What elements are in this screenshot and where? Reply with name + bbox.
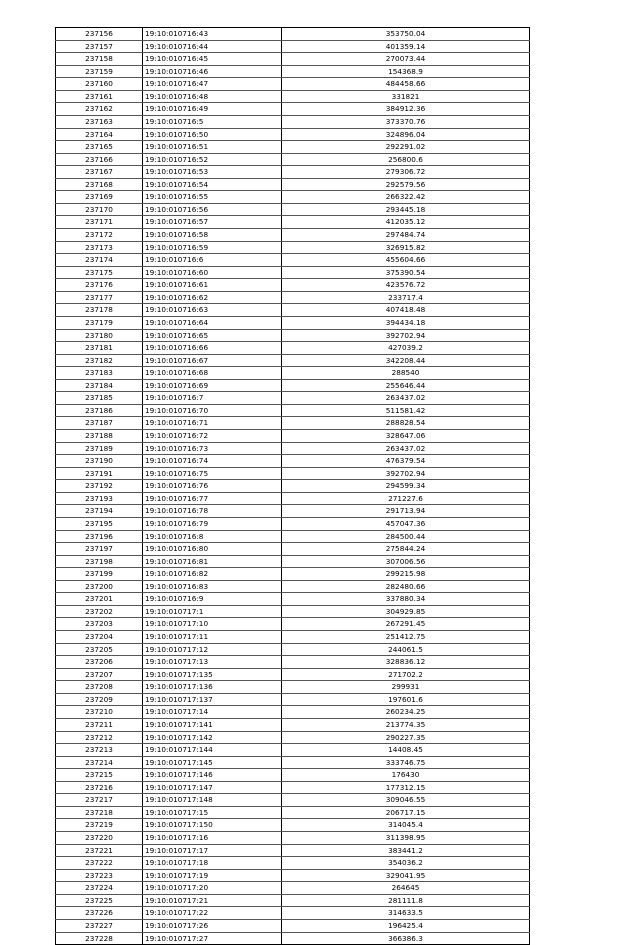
cadastral-number-cell: 19:10:010716:46 — [143, 65, 282, 78]
row-id-cell: 237224 — [56, 882, 143, 895]
cadastral-number-cell: 19:10:010717:18 — [143, 857, 282, 870]
cadastral-number-cell: 19:10:010716:59 — [143, 241, 282, 254]
row-id-cell: 237202 — [56, 605, 143, 618]
value-cell: 314045.4 — [282, 819, 530, 832]
value-cell: 366386.3 — [282, 932, 530, 945]
value-cell: 292291.02 — [282, 141, 530, 154]
row-id-cell: 237200 — [56, 580, 143, 593]
value-cell: 288540 — [282, 367, 530, 380]
cadastral-number-cell: 19:10:010717:1 — [143, 605, 282, 618]
value-cell: 331821 — [282, 90, 530, 103]
row-id-cell: 237167 — [56, 166, 143, 179]
value-cell: 255646.44 — [282, 379, 530, 392]
cadastral-number-cell: 19:10:010717:22 — [143, 907, 282, 920]
value-cell: 292579.56 — [282, 178, 530, 191]
value-cell: 263437.02 — [282, 442, 530, 455]
cadastral-number-cell: 19:10:010716:73 — [143, 442, 282, 455]
row-id-cell: 237223 — [56, 869, 143, 882]
value-cell: 423576.72 — [282, 279, 530, 292]
value-cell: 324896.04 — [282, 128, 530, 141]
cadastral-number-cell: 19:10:010716:52 — [143, 153, 282, 166]
table-row — [56, 291, 530, 304]
row-id-cell: 237187 — [56, 417, 143, 430]
value-cell: 282480.66 — [282, 580, 530, 593]
value-cell: 401359.14 — [282, 40, 530, 53]
cadastral-number-cell: 19:10:010717:13 — [143, 656, 282, 669]
table-row — [56, 744, 530, 757]
value-cell: 206717.15 — [282, 806, 530, 819]
row-id-cell: 237196 — [56, 530, 143, 543]
cadastral-number-cell: 19:10:010717:144 — [143, 744, 282, 757]
value-cell: 311398.95 — [282, 832, 530, 845]
row-id-cell: 237199 — [56, 568, 143, 581]
cadastral-number-cell: 19:10:010716:58 — [143, 229, 282, 242]
table-row — [56, 417, 530, 430]
value-cell: 326915.82 — [282, 241, 530, 254]
table-row — [56, 266, 530, 279]
row-id-cell: 237203 — [56, 618, 143, 631]
table-row — [56, 580, 530, 593]
value-cell: 354036.2 — [282, 857, 530, 870]
table-row — [56, 316, 530, 329]
value-cell: 427039.2 — [282, 342, 530, 355]
row-id-cell: 237175 — [56, 266, 143, 279]
row-id-cell: 237186 — [56, 404, 143, 417]
row-id-cell: 237222 — [56, 857, 143, 870]
table-row — [56, 128, 530, 141]
cadastral-number-cell: 19:10:010716:6 — [143, 254, 282, 267]
value-cell: 309046.55 — [282, 794, 530, 807]
table-row — [56, 668, 530, 681]
value-cell: 383441.2 — [282, 844, 530, 857]
value-cell: 260234.25 — [282, 706, 530, 719]
table-row — [56, 480, 530, 493]
table-row — [56, 203, 530, 216]
row-id-cell: 237183 — [56, 367, 143, 380]
table-row — [56, 28, 530, 41]
cadastral-number-cell: 19:10:010717:147 — [143, 781, 282, 794]
table-row — [56, 392, 530, 405]
value-cell: 297484.74 — [282, 229, 530, 242]
cadastral-number-cell: 19:10:010717:14 — [143, 706, 282, 719]
cadastral-number-cell: 19:10:010717:146 — [143, 769, 282, 782]
row-id-cell: 237181 — [56, 342, 143, 355]
value-cell: 384912.36 — [282, 103, 530, 116]
row-id-cell: 237160 — [56, 78, 143, 91]
table-row — [56, 505, 530, 518]
row-id-cell: 237197 — [56, 543, 143, 556]
table-row — [56, 756, 530, 769]
table-row — [56, 656, 530, 669]
cadastral-number-cell: 19:10:010717:15 — [143, 806, 282, 819]
value-cell: 342208.44 — [282, 354, 530, 367]
row-id-cell: 237198 — [56, 555, 143, 568]
value-cell: 392702.94 — [282, 467, 530, 480]
cadastral-number-cell: 19:10:010716:51 — [143, 141, 282, 154]
row-id-cell: 237173 — [56, 241, 143, 254]
table-row — [56, 681, 530, 694]
row-id-cell: 237166 — [56, 153, 143, 166]
value-cell: 154368.9 — [282, 65, 530, 78]
table-row — [56, 631, 530, 644]
row-id-cell: 237205 — [56, 643, 143, 656]
cadastral-number-cell: 19:10:010716:65 — [143, 329, 282, 342]
row-id-cell: 237176 — [56, 279, 143, 292]
value-cell: 256800.6 — [282, 153, 530, 166]
cadastral-number-cell: 19:10:010716:8 — [143, 530, 282, 543]
row-id-cell: 237169 — [56, 191, 143, 204]
table-row — [56, 718, 530, 731]
table-row — [56, 593, 530, 606]
table-row — [56, 166, 530, 179]
cadastral-number-cell: 19:10:010716:75 — [143, 467, 282, 480]
row-id-cell: 237191 — [56, 467, 143, 480]
table-row — [56, 229, 530, 242]
row-id-cell: 237179 — [56, 316, 143, 329]
value-cell: 328836.12 — [282, 656, 530, 669]
row-id-cell: 237211 — [56, 718, 143, 731]
cadastral-number-cell: 19:10:010716:83 — [143, 580, 282, 593]
table-row — [56, 467, 530, 480]
value-cell: 244061.5 — [282, 643, 530, 656]
row-id-cell: 237213 — [56, 744, 143, 757]
cadastral-number-cell: 19:10:010716:77 — [143, 492, 282, 505]
cadastral-number-cell: 19:10:010717:141 — [143, 718, 282, 731]
cadastral-number-cell: 19:10:010716:78 — [143, 505, 282, 518]
table-row — [56, 90, 530, 103]
cadastral-number-cell: 19:10:010717:26 — [143, 919, 282, 932]
cadastral-number-cell: 19:10:010716:49 — [143, 103, 282, 116]
cadastral-number-cell: 19:10:010716:74 — [143, 455, 282, 468]
row-id-cell: 237195 — [56, 517, 143, 530]
value-cell: 177312.15 — [282, 781, 530, 794]
cadastral-number-cell: 19:10:010716:5 — [143, 115, 282, 128]
table-row — [56, 530, 530, 543]
cadastral-number-cell: 19:10:010717:12 — [143, 643, 282, 656]
value-cell: 394434.18 — [282, 316, 530, 329]
row-id-cell: 237184 — [56, 379, 143, 392]
value-cell: 267291.45 — [282, 618, 530, 631]
table-row — [56, 304, 530, 317]
value-cell: 281111.8 — [282, 894, 530, 907]
table-row — [56, 216, 530, 229]
row-id-cell: 237192 — [56, 480, 143, 493]
cadastral-number-cell: 19:10:010716:67 — [143, 354, 282, 367]
row-id-cell: 237228 — [56, 932, 143, 945]
row-id-cell: 237208 — [56, 681, 143, 694]
value-cell: 353750.04 — [282, 28, 530, 41]
cadastral-number-cell: 19:10:010716:54 — [143, 178, 282, 191]
cadastral-number-cell: 19:10:010717:145 — [143, 756, 282, 769]
table-row — [56, 618, 530, 631]
row-id-cell: 237221 — [56, 844, 143, 857]
row-id-cell: 237220 — [56, 832, 143, 845]
row-id-cell: 237180 — [56, 329, 143, 342]
row-id-cell: 237218 — [56, 806, 143, 819]
row-id-cell: 237158 — [56, 53, 143, 66]
table-row — [56, 932, 530, 945]
value-cell: 392702.94 — [282, 329, 530, 342]
table-row — [56, 568, 530, 581]
row-id-cell: 237162 — [56, 103, 143, 116]
value-cell: 329041.95 — [282, 869, 530, 882]
row-id-cell: 237226 — [56, 907, 143, 920]
table-row — [56, 342, 530, 355]
table-row — [56, 254, 530, 267]
row-id-cell: 237210 — [56, 706, 143, 719]
row-id-cell: 237225 — [56, 894, 143, 907]
value-cell: 457047.36 — [282, 517, 530, 530]
cadastral-number-cell: 19:10:010716:57 — [143, 216, 282, 229]
row-id-cell: 237190 — [56, 455, 143, 468]
row-id-cell: 237165 — [56, 141, 143, 154]
row-id-cell: 237219 — [56, 819, 143, 832]
cadastral-number-cell: 19:10:010717:148 — [143, 794, 282, 807]
value-cell: 263437.02 — [282, 392, 530, 405]
table-row — [56, 919, 530, 932]
value-cell: 293445.18 — [282, 203, 530, 216]
value-cell: 375390.54 — [282, 266, 530, 279]
value-cell: 288828.54 — [282, 417, 530, 430]
value-cell: 407418.48 — [282, 304, 530, 317]
table-row — [56, 731, 530, 744]
value-cell: 176430 — [282, 769, 530, 782]
cadastral-number-cell: 19:10:010717:11 — [143, 631, 282, 644]
row-id-cell: 237214 — [56, 756, 143, 769]
table-row — [56, 517, 530, 530]
table-row — [56, 794, 530, 807]
table-row — [56, 329, 530, 342]
row-id-cell: 237209 — [56, 693, 143, 706]
value-cell: 314633.5 — [282, 907, 530, 920]
table-row — [56, 455, 530, 468]
value-cell: 333746.75 — [282, 756, 530, 769]
row-id-cell: 237216 — [56, 781, 143, 794]
table-row — [56, 555, 530, 568]
row-id-cell: 237174 — [56, 254, 143, 267]
table-row — [56, 543, 530, 556]
table-row — [56, 178, 530, 191]
cadastral-number-cell: 19:10:010716:45 — [143, 53, 282, 66]
table-row — [56, 103, 530, 116]
table-row — [56, 769, 530, 782]
row-id-cell: 237193 — [56, 492, 143, 505]
cadastral-number-cell: 19:10:010716:66 — [143, 342, 282, 355]
table-row — [56, 367, 530, 380]
cadastral-number-cell: 19:10:010717:137 — [143, 693, 282, 706]
value-cell: 328647.06 — [282, 430, 530, 443]
cadastral-number-cell: 19:10:010716:43 — [143, 28, 282, 41]
table-row — [56, 442, 530, 455]
cadastral-number-cell: 19:10:010716:62 — [143, 291, 282, 304]
value-cell: 270073.44 — [282, 53, 530, 66]
row-id-cell: 237156 — [56, 28, 143, 41]
table-row — [56, 706, 530, 719]
row-id-cell: 237157 — [56, 40, 143, 53]
cadastral-number-cell: 19:10:010717:16 — [143, 832, 282, 845]
table-row — [56, 430, 530, 443]
value-cell: 251412.75 — [282, 631, 530, 644]
row-id-cell: 237168 — [56, 178, 143, 191]
row-id-cell: 237163 — [56, 115, 143, 128]
data-table-body — [56, 28, 530, 945]
value-cell: 290227.35 — [282, 731, 530, 744]
cadastral-number-cell: 19:10:010716:76 — [143, 480, 282, 493]
cadastral-number-cell: 19:10:010717:21 — [143, 894, 282, 907]
cadastral-number-cell: 19:10:010716:68 — [143, 367, 282, 380]
row-id-cell: 237227 — [56, 919, 143, 932]
cadastral-number-cell: 19:10:010717:27 — [143, 932, 282, 945]
row-id-cell: 237159 — [56, 65, 143, 78]
row-id-cell: 237201 — [56, 593, 143, 606]
table-row — [56, 806, 530, 819]
cadastral-number-cell: 19:10:010716:61 — [143, 279, 282, 292]
table-row — [56, 907, 530, 920]
cadastral-number-cell: 19:10:010716:64 — [143, 316, 282, 329]
value-cell: 264645 — [282, 882, 530, 895]
row-id-cell: 237188 — [56, 430, 143, 443]
table-row — [56, 354, 530, 367]
row-id-cell: 237164 — [56, 128, 143, 141]
cadastral-number-cell: 19:10:010717:136 — [143, 681, 282, 694]
value-cell: 275844.24 — [282, 543, 530, 556]
table-row — [56, 279, 530, 292]
row-id-cell: 237182 — [56, 354, 143, 367]
cadastral-number-cell: 19:10:010716:55 — [143, 191, 282, 204]
value-cell: 14408.45 — [282, 744, 530, 757]
row-id-cell: 237194 — [56, 505, 143, 518]
row-id-cell: 237189 — [56, 442, 143, 455]
row-id-cell: 237177 — [56, 291, 143, 304]
table-row — [56, 844, 530, 857]
row-id-cell: 237172 — [56, 229, 143, 242]
value-cell: 337880.34 — [282, 593, 530, 606]
value-cell: 307006.56 — [282, 555, 530, 568]
table-row — [56, 78, 530, 91]
value-cell: 233717.4 — [282, 291, 530, 304]
table-row — [56, 492, 530, 505]
value-cell: 294599.34 — [282, 480, 530, 493]
row-id-cell: 237170 — [56, 203, 143, 216]
table-row — [56, 115, 530, 128]
cadastral-number-cell: 19:10:010716:72 — [143, 430, 282, 443]
table-row — [56, 869, 530, 882]
table-row — [56, 141, 530, 154]
cadastral-number-cell: 19:10:010717:10 — [143, 618, 282, 631]
cadastral-number-cell: 19:10:010716:70 — [143, 404, 282, 417]
value-cell: 299215.98 — [282, 568, 530, 581]
cadastral-number-cell: 19:10:010716:71 — [143, 417, 282, 430]
cadastral-number-cell: 19:10:010716:53 — [143, 166, 282, 179]
cadastral-number-cell: 19:10:010716:79 — [143, 517, 282, 530]
table-row — [56, 404, 530, 417]
cadastral-number-cell: 19:10:010716:80 — [143, 543, 282, 556]
value-cell: 455604.66 — [282, 254, 530, 267]
table-row — [56, 857, 530, 870]
value-cell: 476379.54 — [282, 455, 530, 468]
table-row — [56, 191, 530, 204]
cadastral-number-cell: 19:10:010716:69 — [143, 379, 282, 392]
value-cell: 196425.4 — [282, 919, 530, 932]
table-row — [56, 53, 530, 66]
cadastral-number-cell: 19:10:010716:7 — [143, 392, 282, 405]
row-id-cell: 237185 — [56, 392, 143, 405]
cadastral-number-cell: 19:10:010717:150 — [143, 819, 282, 832]
value-cell: 373370.76 — [282, 115, 530, 128]
value-cell: 304929.85 — [282, 605, 530, 618]
value-cell: 291713.94 — [282, 505, 530, 518]
cadastral-number-cell: 19:10:010716:63 — [143, 304, 282, 317]
row-id-cell: 237217 — [56, 794, 143, 807]
row-id-cell: 237171 — [56, 216, 143, 229]
cadastral-number-cell: 19:10:010716:60 — [143, 266, 282, 279]
value-cell: 271702.2 — [282, 668, 530, 681]
cadastral-number-cell: 19:10:010717:17 — [143, 844, 282, 857]
cadastral-number-cell: 19:10:010716:44 — [143, 40, 282, 53]
value-cell: 266322.42 — [282, 191, 530, 204]
table-row — [56, 693, 530, 706]
row-id-cell: 237212 — [56, 731, 143, 744]
row-id-cell: 237206 — [56, 656, 143, 669]
table-row — [56, 65, 530, 78]
table-row — [56, 643, 530, 656]
cadastral-number-cell: 19:10:010717:20 — [143, 882, 282, 895]
value-cell: 279306.72 — [282, 166, 530, 179]
cadastral-number-cell: 19:10:010717:19 — [143, 869, 282, 882]
table-row — [56, 40, 530, 53]
value-cell: 197601.6 — [282, 693, 530, 706]
table-row — [56, 832, 530, 845]
row-id-cell: 237161 — [56, 90, 143, 103]
table-row — [56, 882, 530, 895]
cadastral-number-cell: 19:10:010716:48 — [143, 90, 282, 103]
value-cell: 299931 — [282, 681, 530, 694]
cadastral-number-cell: 19:10:010716:81 — [143, 555, 282, 568]
cadastral-number-cell: 19:10:010716:9 — [143, 593, 282, 606]
table-row — [56, 241, 530, 254]
table-row — [56, 379, 530, 392]
row-id-cell: 237204 — [56, 631, 143, 644]
data-table — [55, 27, 530, 945]
table-row — [56, 819, 530, 832]
value-cell: 271227.6 — [282, 492, 530, 505]
cadastral-number-cell: 19:10:010716:47 — [143, 78, 282, 91]
value-cell: 213774.35 — [282, 718, 530, 731]
table-row — [56, 153, 530, 166]
cadastral-number-cell: 19:10:010717:135 — [143, 668, 282, 681]
row-id-cell: 237215 — [56, 769, 143, 782]
row-id-cell: 237178 — [56, 304, 143, 317]
value-cell: 484458.66 — [282, 78, 530, 91]
cadastral-number-cell: 19:10:010716:82 — [143, 568, 282, 581]
value-cell: 284500.44 — [282, 530, 530, 543]
table-row — [56, 781, 530, 794]
cadastral-number-cell: 19:10:010716:50 — [143, 128, 282, 141]
table-row — [56, 605, 530, 618]
cadastral-number-cell: 19:10:010716:56 — [143, 203, 282, 216]
value-cell: 412035.12 — [282, 216, 530, 229]
cadastral-number-cell: 19:10:010717:142 — [143, 731, 282, 744]
row-id-cell: 237207 — [56, 668, 143, 681]
value-cell: 511581.42 — [282, 404, 530, 417]
